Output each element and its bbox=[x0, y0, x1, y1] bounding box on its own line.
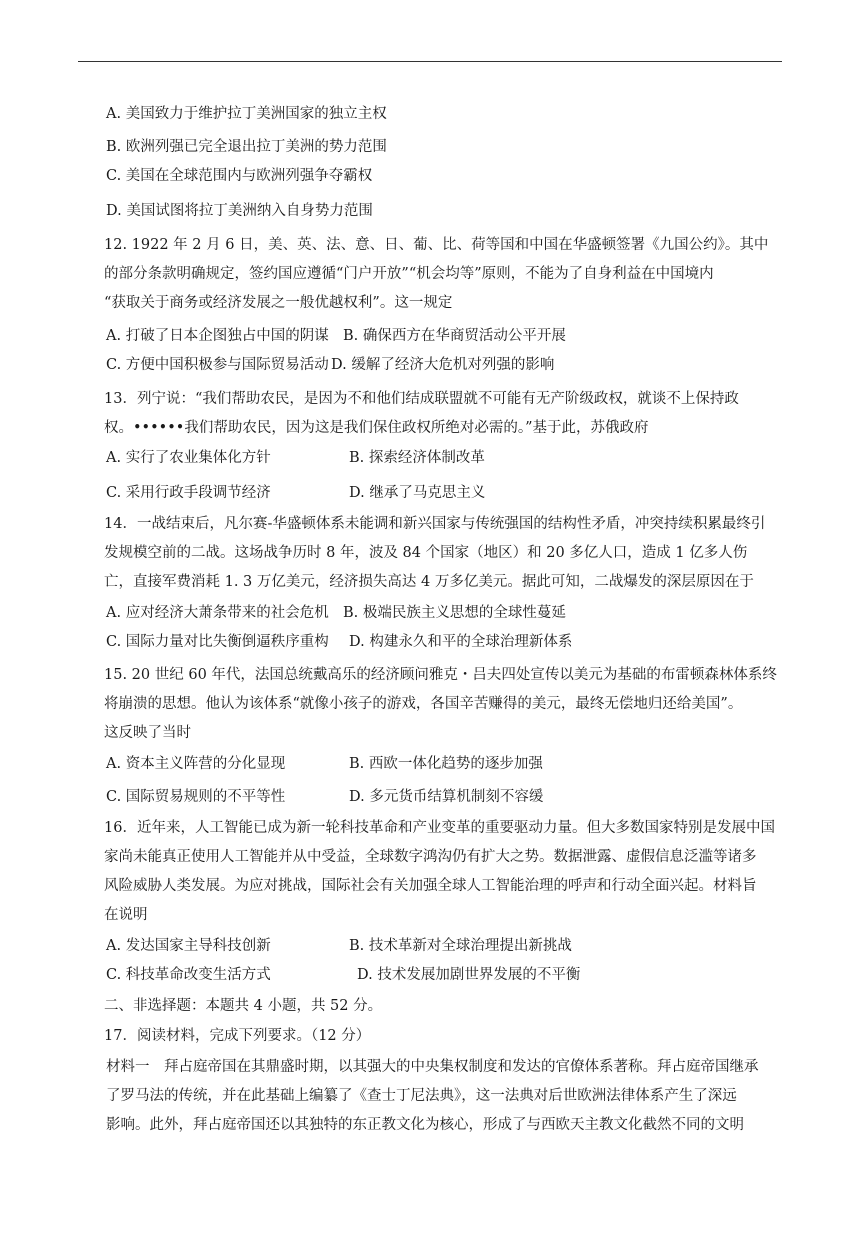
q12-option-d: D. 缓解了经济大危机对列强的影响 bbox=[331, 357, 555, 373]
q17-material-line-2: 了罗马法的传统，并在此基础上编纂了《查士丁尼法典》，这一法典对后世欧洲法律体系产生了深远 bbox=[106, 1088, 737, 1104]
q14-option-c: C. 国际力量对比失衡倒逼秩序重构 bbox=[106, 634, 329, 650]
q14-option-d: D. 构建永久和平的全球治理新体系 bbox=[349, 634, 573, 650]
q14-stem-line-3: 亡，直接军费消耗 1. 3 万亿美元，经济损失高达 4 万多亿美元。据此可知，二战爆发的深层原因在于 bbox=[104, 574, 754, 590]
q17-material-line-1: 材料一 拜占庭帝国在其鼎盛时期，以其强大的中央集权制度和发达的官僚体系著称。拜占庭帝国继承 bbox=[106, 1059, 759, 1075]
q17-title: 17．阅读材料，完成下列要求。（12 分） bbox=[104, 1028, 371, 1044]
q13-option-a: A. 实行了农业集体化方针 bbox=[106, 450, 271, 466]
q12-stem-line-3: “获取关于商务或经济发展之一般优越权利”。这一规定 bbox=[104, 295, 453, 311]
header-rule bbox=[78, 61, 782, 62]
section-2-heading: 二、非选择题：本题共 4 小题，共 52 分。 bbox=[104, 998, 383, 1014]
q11-option-d: D. 美国试图将拉丁美洲纳入自身势力范围 bbox=[106, 203, 373, 219]
q12-stem-line-2: 的部分条款明确规定，签约国应遵循“门户开放”“机会均等”原则，不能为了自身利益在中国境内 bbox=[104, 266, 714, 282]
q12-option-b: B. 确保西方在华商贸活动公平开展 bbox=[343, 328, 566, 344]
q15-option-c: C. 国际贸易规则的不平等性 bbox=[106, 789, 286, 805]
q13-option-b: B. 探索经济体制改革 bbox=[349, 450, 485, 466]
q15-option-b: B. 西欧一体化趋势的逐步加强 bbox=[349, 756, 543, 772]
q16-stem-line-4: 在说明 bbox=[104, 907, 148, 923]
q13-option-d: D. 继承了马克思主义 bbox=[349, 485, 486, 501]
q16-stem-line-2: 家尚未能真正使用人工智能并从中受益，全球数字鸿沟仍有扩大之势。数据泄露、虚假信息泛滥等诸多 bbox=[104, 849, 757, 865]
q16-option-d: D. 技术发展加剧世界发展的不平衡 bbox=[357, 967, 581, 983]
q15-stem-line-3: 这反映了当时 bbox=[104, 725, 191, 741]
q15-option-a: A. 资本主义阵营的分化显现 bbox=[106, 756, 286, 772]
q15-stem-line-1: 15. 20 世纪 60 年代，法国总统戴高乐的经济顾问雅克・吕夫四处宣传以美元为基础的布雷顿森林体系终 bbox=[104, 667, 777, 683]
q14-option-a: A. 应对经济大萧条带来的社会危机 bbox=[106, 605, 329, 621]
q14-option-b: B. 极端民族主义思想的全球性蔓延 bbox=[343, 605, 566, 621]
q12-stem-line-1: 12. 1922 年 2 月 6 日，美、英、法、意、日、葡、比、荷等国和中国在华盛顿签署《九国公约》。其中 bbox=[104, 237, 769, 253]
q13-stem-line-2: 权。••••••我们帮助农民，因为这是我们保住政权所绝对必需的。”基于此，苏俄政府 bbox=[104, 420, 649, 436]
q12-option-c: C. 方便中国积极参与国际贸易活动 bbox=[106, 357, 329, 373]
q11-option-b: B. 欧洲列强已完全退出拉丁美洲的势力范围 bbox=[106, 139, 387, 155]
q16-option-a: A. 发达国家主导科技创新 bbox=[106, 938, 271, 954]
q14-stem-line-1: 14．一战结束后，凡尔赛-华盛顿体系未能调和新兴国家与传统强国的结构性矛盾，冲突持续积累最终引 bbox=[104, 516, 766, 532]
q17-material-line-3: 影响。此外，拜占庭帝国还以其独特的东正教文化为核心，形成了与西欧天主教文化截然不同的文明 bbox=[106, 1117, 744, 1133]
q16-stem-line-3: 风险威胁人类发展。为应对挑战，国际社会有关加强全球人工智能治理的呼声和行动全面兴起。材料旨 bbox=[104, 878, 757, 894]
q15-option-d: D. 多元货币结算机制刻不容缓 bbox=[349, 789, 544, 805]
q14-stem-line-2: 发规模空前的二战。这场战争历时 8 年，波及 84 个国家（地区）和 20 多亿人口，造成 1 亿多人伤 bbox=[104, 545, 748, 561]
q16-option-c: C. 科技革命改变生活方式 bbox=[106, 967, 271, 983]
q11-option-a: A. 美国致力于维护拉丁美洲国家的独立主权 bbox=[106, 106, 387, 122]
q16-option-b: B. 技术革新对全球治理提出新挑战 bbox=[349, 938, 572, 954]
q16-stem-line-1: 16．近年来，人工智能已成为新一轮科技革命和产业变革的重要驱动力量。但大多数国家特别是发展中国 bbox=[104, 820, 775, 836]
q15-stem-line-2: 将崩溃的思想。他认为该体系“就像小孩子的游戏，各国辛苦赚得的美元，最终无偿地归还给美国”。 bbox=[104, 696, 743, 712]
q11-option-c: C. 美国在全球范围内与欧洲列强争夺霸权 bbox=[106, 168, 373, 184]
q12-option-a: A. 打破了日本企图独占中国的阴谋 bbox=[106, 328, 329, 344]
q13-stem-line-1: 13．列宁说：“我们帮助农民，是因为不和他们结成联盟就不可能有无产阶级政权，就谈不上保持政 bbox=[104, 391, 739, 407]
q13-option-c: C. 采用行政手段调节经济 bbox=[106, 485, 271, 501]
